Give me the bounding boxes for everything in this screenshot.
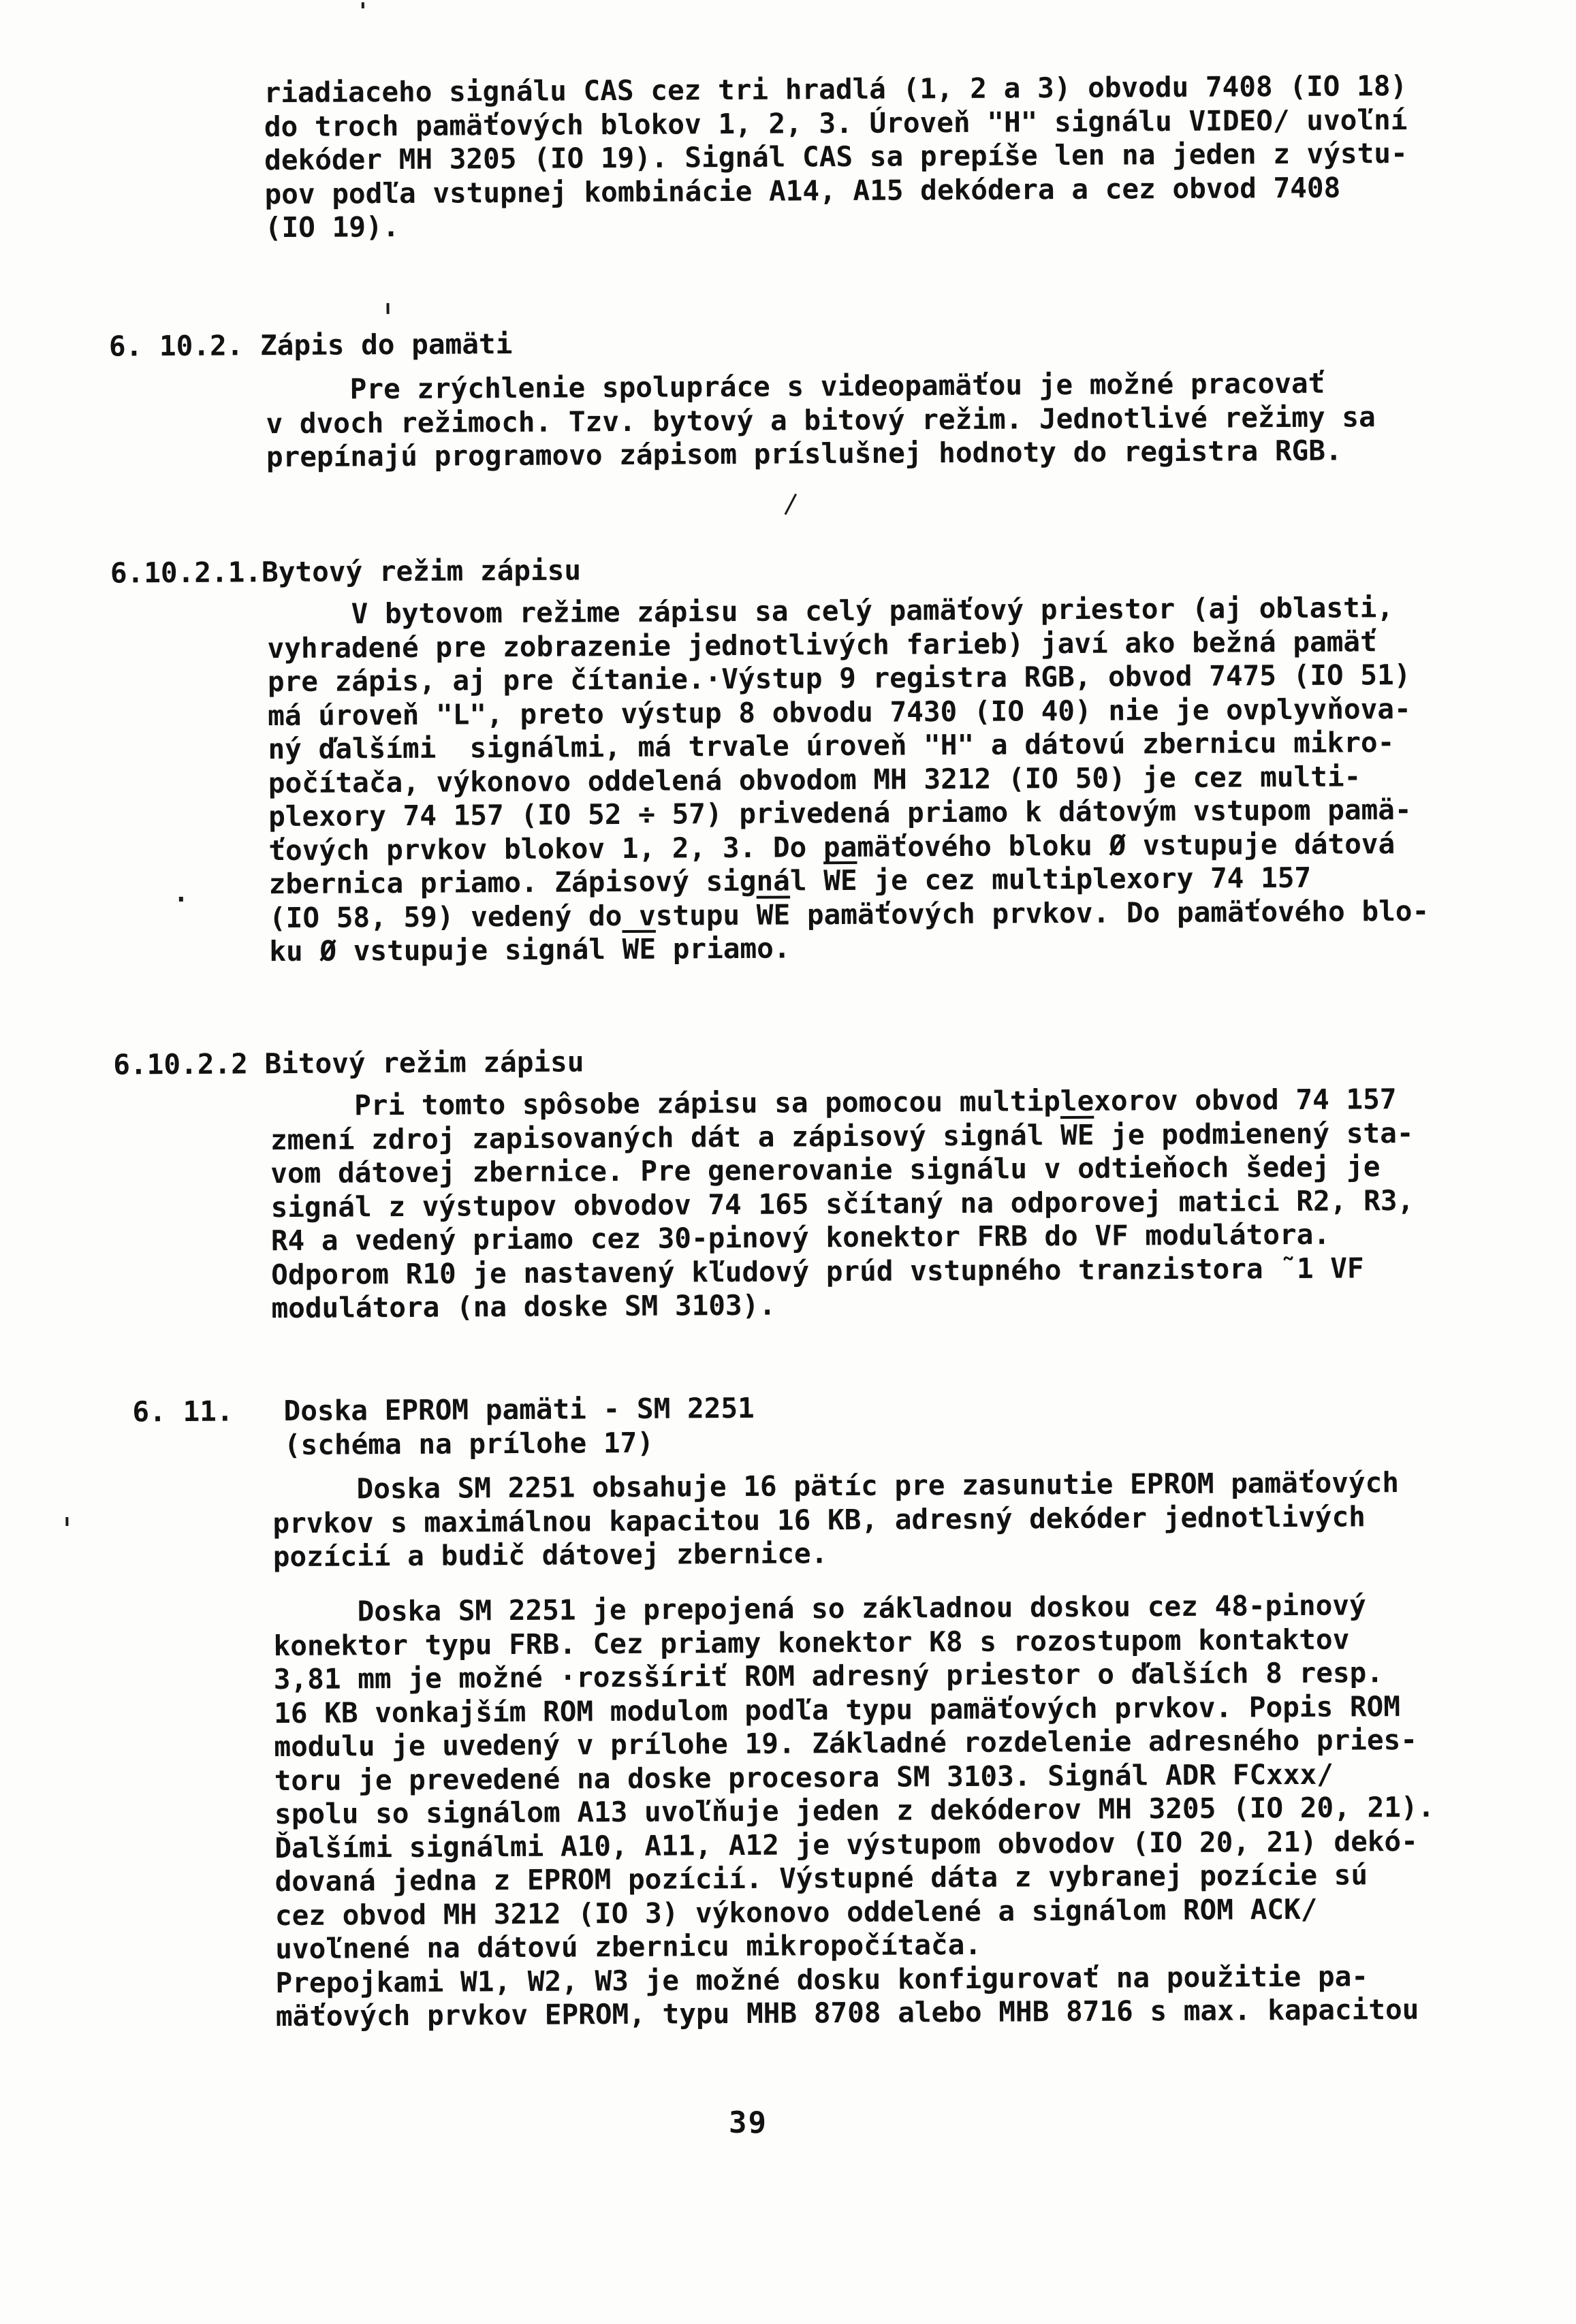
text-line: pozícií a budič dátovej zbernice.: [272, 1537, 828, 1574]
text-line: počítača, výkonovo oddelená obvodom MH 3212 (IO 50) je cez multi-: [268, 759, 1361, 799]
text-line: ku Ø vstupuje signál $\overline{WE}$ priamo.: [269, 932, 791, 968]
text-line: vyhradené pre zobrazenie jednotlivých farieb) javí ako bežná pamäť: [267, 624, 1377, 665]
text-line: Doska SM 2251 obsahuje 16 pätíc pre zasunutie EPROM pamäťových: [272, 1466, 1400, 1506]
text-line: ťových prvkov blokov 1, 2, 3. Do pamäťového bloku Ø vstupuje dátová: [268, 827, 1396, 867]
text-line: Prepojkami W1, W2, W3 je možné dosku konfigurovať na použitie pa-: [275, 1959, 1369, 1999]
text-line: (IO 19).: [264, 210, 400, 244]
scan-speck-tick-left: [65, 1517, 68, 1526]
text-line: modulátora (na doske SM 3103).: [271, 1288, 776, 1325]
text-line: 6.10.2.1.Bytový režim zápisu: [110, 554, 582, 590]
text-line: vom dátovej zbernice. Pre generovanie signálu v odtieňoch šedej je: [270, 1150, 1381, 1190]
text-line: do troch pamäťových blokov 1, 2, 3. Úroveň "H" signálu VIDEO/ uvoľní: [264, 103, 1408, 143]
paragraph-doska-eprom-1: [272, 1466, 1400, 1574]
text-line: spolu so signálom A13 uvoľňuje jeden z dekóderov MH 3205 (IO 20, 21).: [274, 1790, 1435, 1831]
text-line: V bytovom režime zápisu sa celý pamäťový priestor (aj oblasti,: [267, 591, 1394, 631]
text-line: Ďalšími signálmi A10, A11, A12 je výstupom obvodov (IO 20, 21) dekó-: [274, 1824, 1419, 1864]
paragraph-bitovy-rezim: [270, 1083, 1415, 1326]
scan-speck-tick-top: [387, 303, 390, 314]
paragraph-bytovy-rezim: [267, 591, 1430, 969]
text-line: Pre zrýchlenie spolupráce s videopamäťou je možné pracovať: [266, 366, 1325, 407]
text-line: (IO 58, 59) vedený do vstupu $\overline{WE}$ pamäťových prvkov. Do pamäťového blo-: [268, 894, 1430, 934]
text-line: (schéma na prílohe 17): [132, 1426, 655, 1462]
signal-overline: $\overline{WE}$: [823, 863, 857, 897]
text-line: ný ďalšími signálmi, má trvale úroveň "H" a dátovú zbernicu mikro-: [268, 726, 1395, 766]
text-line: prepínajú programovo zápisom príslušnej hodnoty do registra RGB.: [266, 434, 1342, 474]
text-line: v dvoch režimoch. Tzv. bytový a bitový režim. Jednotlivé režimy sa: [266, 400, 1376, 440]
text-line: plexory 74 157 (IO 52 ÷ 57) privedená priamo k dátovým vstupom pamä-: [268, 793, 1412, 833]
paragraph-zapis-do-pamati: [266, 366, 1376, 474]
text-line: riadiaceho signálu CAS cez tri hradlá (1, 2 a 3) obvodu 7408 (IO 18): [264, 69, 1408, 110]
signal-overline: $\overline{WE}$: [622, 932, 657, 966]
text-line: uvoľnené na dátovú zbernicu mikropočítača.: [275, 1928, 982, 1966]
text-line: cez obvod MH 3212 (IO 3) výkonovo oddelené a signálom ROM ACK/: [274, 1892, 1318, 1932]
text-line: 3,81 mm je možné ·rozsšíriť ROM adresný priestor o ďalších 8 resp.: [273, 1656, 1384, 1696]
heading-6-11: [132, 1392, 755, 1463]
text-line: dovaná jedna z EPROM pozícií. Výstupné dáta z vybranej pozície sú: [274, 1858, 1368, 1898]
text-line: 16 KB vonkajším ROM modulom podľa typu pamäťových prvkov. Popis ROM: [273, 1689, 1401, 1730]
text-line: zmení zdroj zapisovaných dát a zápisový signál $\overline{WE}$ je podmienený sta-: [270, 1116, 1414, 1156]
text-line: má úroveň "L", preto výstup 8 obvodu 7430 (IO 40) nie je ovplyvňova-: [268, 692, 1411, 732]
scan-speck-dot-left: [179, 897, 183, 902]
text-line: 6. 10.2. Zápis do pamäti: [108, 327, 513, 363]
text-line: pre zápis, aj pre čítanie.·Výstup 9 registra RGB, obvod 7475 (IO 51): [267, 658, 1411, 699]
text-line: Doska SM 2251 je prepojená so základnou doskou cez 48-pinový: [273, 1589, 1366, 1629]
text-line: 6. 11. Doska EPROM pamäti - SM 2251: [132, 1391, 755, 1429]
text-line: Odporom R10 je nastavený kľudový prúd vstupného tranzistora ˜1 VF: [271, 1251, 1364, 1291]
text-line: dekóder MH 3205 (IO 19). Signál CAS sa prepíše len na jeden z výstu-: [264, 136, 1408, 177]
signal-overline: $\overline{WE}$: [756, 898, 791, 932]
text-line: toru je prevedené na doske procesora SM 3103. Signál ADR FCxxx/: [274, 1757, 1334, 1797]
page-number: 39: [729, 2105, 768, 2140]
text-line: R4 a vedený priamo cez 30-pinový konektor FRB do VF modulátora.: [270, 1217, 1331, 1258]
paragraph-continuation-cas: [264, 69, 1408, 245]
text-line: Pri tomto spôsobe zápisu sa pomocou multiplexorov obvod 74 157: [270, 1083, 1397, 1123]
scan-speck-dot-topleft: [362, 2, 364, 8]
heading-6-10-2-1: [110, 554, 581, 590]
heading-6-10-2-2: [113, 1045, 584, 1082]
text-line: 6.10.2.2 Bitový režim zápisu: [113, 1045, 584, 1081]
heading-6-10-2: [109, 328, 513, 364]
scan-speck-backslash: [785, 494, 797, 515]
signal-overline: $\overline{WE}$: [1060, 1118, 1094, 1151]
text-line: pov podľa vstupnej kombinácie A14, A15 dekódera a cez obvod 7408: [264, 171, 1341, 210]
text-line: zbernica priamo. Zápisový signál $\overline{WE}$ je cez multiplexory 74 157: [268, 861, 1312, 901]
text-line: prvkov s maximálnou kapacitou 16 KB, adresný dekóder jednotlivých: [272, 1499, 1366, 1540]
text-line: modulu je uvedený v prílohe 19. Základné rozdelenie adresného pries-: [274, 1723, 1418, 1764]
text-line: signál z výstupov obvodov 74 165 sčítaný na odporovej matici R2, R3,: [270, 1183, 1415, 1224]
text-line: konektor typu FRB. Cez priamy konektor K8 s rozostupom kontaktov: [273, 1623, 1350, 1662]
paragraph-doska-eprom-2: [273, 1589, 1436, 2034]
text-line: mäťových prvkov EPROM, typu MHB 8708 alebo MHB 8716 s max. kapacitou: [275, 1992, 1419, 2033]
